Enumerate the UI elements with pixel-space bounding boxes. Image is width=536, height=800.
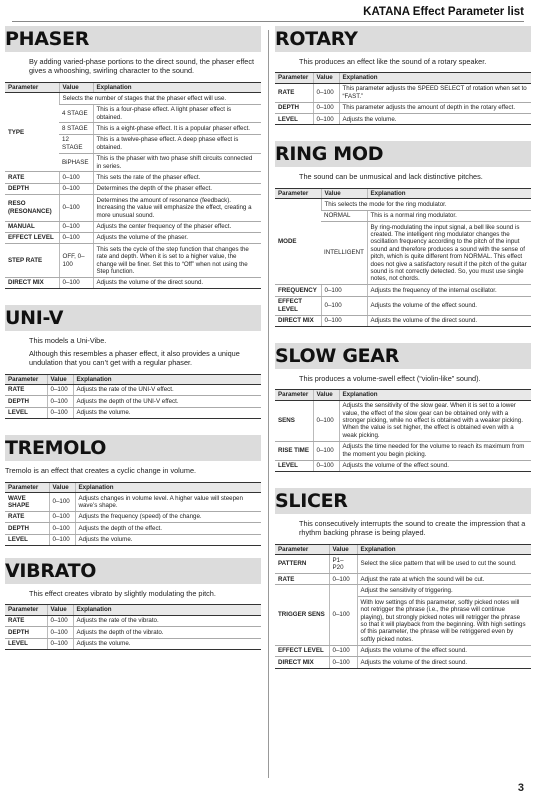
- param-explanation: Adjusts the volume of the effect sound.: [357, 645, 531, 656]
- param-name: RATE: [5, 384, 47, 395]
- param-explanation: Adjusts the depth of the UNI-V effect.: [73, 396, 261, 407]
- param-explanation: This is a normal ring modulator.: [367, 210, 531, 221]
- param-explanation: Adjusts the depth of the effect.: [75, 523, 261, 534]
- param-explanation: This is a four-phase effect. A light phaser effect is obtained.: [93, 104, 261, 123]
- param-value: 0–100: [329, 585, 357, 645]
- table-row: [5, 183, 261, 194]
- param-explanation: Adjusts the frequency of the internal oscillator.: [367, 285, 531, 296]
- section-title-tremolo: TREMOLO: [5, 437, 107, 460]
- phaser-description: By adding varied-phase portions to the direct sound, the phaser effect gives a whooshing, swirling character to the sound.: [29, 57, 254, 76]
- param-explanation: Select the slice pattern that will be used to cut the sound.: [357, 555, 531, 574]
- col-header-parameter: Parameter: [5, 374, 47, 384]
- param-explanation: Adjusts the center frequency of the phaser effect.: [93, 221, 261, 232]
- table-row: [275, 585, 531, 645]
- param-name: EFFECT LEVEL: [275, 645, 329, 656]
- param-explanation: This is a twelve-phase effect. A deep phase effect is obtained.: [93, 134, 261, 153]
- param-name: RISE TIME: [275, 441, 313, 460]
- table-row: [275, 555, 531, 574]
- col-header-parameter: Parameter: [275, 73, 313, 83]
- param-value: 0–100: [329, 574, 357, 585]
- table-row: [5, 627, 261, 638]
- param-name: DEPTH: [5, 183, 59, 194]
- col-header-parameter: Parameter: [5, 605, 47, 615]
- param-name: DEPTH: [275, 102, 313, 113]
- col-header-value: Value: [47, 605, 73, 615]
- param-value: 0–100: [313, 400, 339, 441]
- param-name: SENS: [275, 400, 313, 441]
- param-value: 8 STAGE: [59, 123, 93, 134]
- col-header-explanation: Explanation: [93, 82, 261, 92]
- section-band-univ: [5, 305, 261, 331]
- param-explanation: This sets the rate of the phaser effect.: [93, 172, 261, 183]
- param-name: LEVEL: [5, 407, 47, 418]
- col-header-value: Value: [47, 374, 73, 384]
- param-value: 0–100: [329, 645, 357, 656]
- col-header-explanation: Explanation: [339, 390, 531, 400]
- table-row: [5, 232, 261, 243]
- param-explanation: Selects the number of stages that the phaser effect will use.: [59, 93, 261, 104]
- param-value: 0–100: [313, 102, 339, 113]
- param-value: 0–100: [59, 183, 93, 194]
- param-explanation: Adjusts the volume.: [73, 638, 261, 649]
- section-title-rotary: ROTARY: [275, 28, 358, 50]
- param-name: TYPE: [5, 93, 59, 172]
- param-name: LEVEL: [275, 114, 313, 125]
- section-band-slicer: [275, 488, 531, 514]
- param-value: 0–100: [49, 493, 75, 512]
- param-value: 4 STAGE: [59, 104, 93, 123]
- col-header-parameter: Parameter: [5, 482, 49, 492]
- col-header-explanation: Explanation: [357, 544, 531, 554]
- table-header-row: [275, 390, 531, 400]
- table-row: [275, 114, 531, 125]
- param-explanation: Adjusts the sensitivity of the slow gear. When it is set to a lower value, the effect of the slow gear can be obtained only with a stronger picking, while no effect is obtained with a weaker picking. When the value is set higher, the effect is obtained even with a weak picking.: [339, 400, 531, 441]
- slowgear-description: This produces a volume-swell effect (“violin-like” sound).: [299, 373, 481, 383]
- col-header-parameter: Parameter: [275, 390, 313, 400]
- section-band-ringmod: [275, 141, 531, 167]
- param-value: 0–100: [49, 534, 75, 545]
- table-row: [275, 285, 531, 296]
- tremolo-table: [5, 482, 261, 546]
- param-value: 12 STAGE: [59, 134, 93, 153]
- section-band-rotary: [275, 26, 531, 52]
- param-explanation: Adjusts the frequency (speed) of the change.: [75, 511, 261, 522]
- param-explanation: Adjusts the volume of the phaser.: [93, 232, 261, 243]
- param-value: 0–100: [321, 285, 367, 296]
- table-row: [5, 511, 261, 522]
- param-name: DIRECT MIX: [275, 315, 321, 326]
- param-name: PATTERN: [275, 555, 329, 574]
- param-name: MODE: [275, 199, 321, 285]
- col-header-value: Value: [329, 544, 357, 554]
- param-value: 0–100: [47, 638, 73, 649]
- param-name: RATE: [5, 172, 59, 183]
- section-title-ringmod: RING MOD: [275, 143, 384, 166]
- table-row: [275, 400, 531, 441]
- col-header-parameter: Parameter: [275, 544, 329, 554]
- param-value: 0–100: [321, 315, 367, 326]
- univ-table: [5, 374, 261, 420]
- param-explanation: Determines the depth of the phaser effect.: [93, 183, 261, 194]
- col-header-value: Value: [321, 188, 367, 198]
- param-explanation: Adjusts changes in volume level. A higher value will steepen wave’s shape.: [75, 493, 261, 512]
- ringmod-table: [275, 188, 531, 327]
- param-value: OFF, 0–100: [59, 244, 93, 278]
- param-name: RATE: [275, 574, 329, 585]
- table-row: [275, 574, 531, 585]
- param-name: RATE: [275, 83, 313, 102]
- vibrato-table: [5, 604, 261, 650]
- param-name: RESO (RESONANCE): [5, 195, 59, 221]
- section-title-phaser: PHASER: [5, 28, 90, 50]
- param-explanation: Adjusts the volume of the direct sound.: [357, 657, 531, 668]
- col-header-explanation: Explanation: [73, 605, 261, 615]
- param-explanation: Adjusts the volume of the effect sound.: [339, 460, 531, 471]
- param-explanation: Adjusts the time needed for the volume to reach its maximum from the moment you begin picking.: [339, 441, 531, 460]
- table-row: [5, 195, 261, 221]
- header-rule: [12, 21, 524, 22]
- param-value: 0–100: [329, 657, 357, 668]
- param-name: TRIGGER SENS: [275, 585, 329, 645]
- param-explanation: Adjust the rate at which the sound will be cut.: [357, 574, 531, 585]
- param-name: DEPTH: [5, 523, 49, 534]
- param-explanation: Adjusts the rate of the vibrato.: [73, 615, 261, 626]
- table-row: [5, 638, 261, 649]
- param-name: MANUAL: [5, 221, 59, 232]
- table-header-row: [5, 482, 261, 492]
- param-explanation: Determines the amount of resonance (feedback). Increasing the value will emphasize the effect, creating a more unusual sound.: [93, 195, 261, 221]
- trigger-explanation-line1: Adjust the sensitivity of triggering.: [358, 587, 532, 597]
- page-header-title: KATANA Effect Parameter list: [363, 6, 524, 18]
- rotary-table: [275, 72, 531, 125]
- param-explanation: Adjusts the depth of the vibrato.: [73, 627, 261, 638]
- param-value: 0–100: [59, 277, 93, 288]
- section-band-tremolo: [5, 435, 261, 461]
- col-header-explanation: Explanation: [339, 73, 531, 83]
- section-title-slowgear: SLOW GEAR: [275, 344, 400, 367]
- param-value: 0–100: [313, 460, 339, 471]
- table-header-row: [275, 73, 531, 83]
- param-value: 0–100: [313, 114, 339, 125]
- table-row: [5, 244, 261, 278]
- table-row: [275, 199, 531, 210]
- param-name: RATE: [5, 511, 49, 522]
- rotary-description: This produces an effect like the sound of a rotary speaker.: [299, 57, 487, 66]
- right-column: [275, 26, 531, 675]
- param-name: DEPTH: [5, 396, 47, 407]
- table-row: [275, 657, 531, 668]
- table-row: [275, 102, 531, 113]
- table-header-row: [5, 374, 261, 384]
- param-explanation: This selects the mode for the ring modulator.: [321, 199, 531, 210]
- param-explanation: By ring-modulating the input signal, a bell like sound is created. The intelligent ring modulator changes the oscillation frequency according to the pitch of the input sound and therefore produces a sound with the sense of pitch, which is quite different from NORMAL. This effect does not give a satisfactory result if the pitch of the guitar sound is not correctly detected. So, you must use single notes, not chords.: [367, 222, 531, 285]
- univ-description-line2: Although this resembles a phaser effect, it also provides a unique undulation that you can’t get with a regular phaser.: [29, 348, 240, 368]
- col-header-explanation: Explanation: [367, 188, 531, 198]
- param-name: DEPTH: [5, 627, 47, 638]
- section-title-univ: UNI-V: [5, 307, 64, 330]
- param-name: LEVEL: [275, 460, 313, 471]
- section-band-vibrato: [5, 558, 261, 584]
- param-name: LEVEL: [5, 638, 47, 649]
- param-explanation: Adjusts the volume of the direct sound.: [93, 277, 261, 288]
- table-row: [275, 315, 531, 326]
- table-row: [5, 396, 261, 407]
- table-header-row: [275, 188, 531, 198]
- param-name: DIRECT MIX: [275, 657, 329, 668]
- slowgear-table: [275, 389, 531, 472]
- table-row: [5, 93, 261, 104]
- section-title-vibrato: VIBRATO: [5, 560, 97, 583]
- param-explanation: Adjusts the volume of the direct sound.: [367, 315, 531, 326]
- table-header-row: [5, 82, 261, 92]
- param-name: RATE: [5, 615, 47, 626]
- table-row: [5, 221, 261, 232]
- param-explanation: Adjusts the volume.: [73, 407, 261, 418]
- param-value: 0–100: [47, 384, 73, 395]
- tremolo-description: Tremolo is an effect that creates a cyclic change in volume.: [5, 466, 197, 476]
- param-explanation: Adjusts the volume.: [75, 534, 261, 545]
- table-row: [5, 534, 261, 545]
- section-band-phaser: [5, 26, 261, 52]
- col-header-parameter: Parameter: [275, 188, 321, 198]
- param-value: 0–100: [59, 172, 93, 183]
- phaser-table: [5, 82, 261, 290]
- col-header-explanation: Explanation: [75, 482, 261, 492]
- param-value: INTELLIGENT: [321, 222, 367, 285]
- param-explanation: This parameter adjusts the amount of depth in the rotary effect.: [339, 102, 531, 113]
- param-name: FREQUENCY: [275, 285, 321, 296]
- param-value: 0–100: [59, 221, 93, 232]
- table-header-row: [275, 544, 531, 554]
- table-row: [275, 441, 531, 460]
- trigger-explanation-line2: With low settings of this parameter, softly picked notes will not retrigger the phrase (i.e., the phrase will continue playing), but strongly picked notes will retrigger the phrase so that it will playback from the beginning. With high settings of this parameter, the phrase will be retriggered even by softly picked notes.: [360, 598, 526, 643]
- col-header-value: Value: [313, 73, 339, 83]
- col-header-parameter: Parameter: [5, 82, 59, 92]
- slicer-table: [275, 544, 531, 669]
- col-header-value: Value: [49, 482, 75, 492]
- param-name: STEP RATE: [5, 244, 59, 278]
- col-header-explanation: Explanation: [73, 374, 261, 384]
- param-value: 0–100: [47, 407, 73, 418]
- param-value: 0–100: [47, 396, 73, 407]
- param-explanation: Adjusts the rate of the UNI-V effect.: [73, 384, 261, 395]
- table-row: [5, 172, 261, 183]
- param-name: WAVE SHAPE: [5, 493, 49, 512]
- table-row: [5, 384, 261, 395]
- param-explanation: Adjusts the volume.: [339, 114, 531, 125]
- param-value: NORMAL: [321, 210, 367, 221]
- table-row: [5, 615, 261, 626]
- table-row: [5, 277, 261, 288]
- param-value: P1–P20: [329, 555, 357, 574]
- param-value: 0–100: [313, 83, 339, 102]
- univ-description: [5, 336, 261, 367]
- table-row: [275, 460, 531, 471]
- param-name: DIRECT MIX: [5, 277, 59, 288]
- table-row: [5, 523, 261, 534]
- col-header-value: Value: [313, 390, 339, 400]
- table-row: [5, 407, 261, 418]
- param-value: 0–100: [59, 232, 93, 243]
- table-row: [275, 645, 531, 656]
- param-explanation: This is a eight-phase effect. It is a popular phaser effect.: [93, 123, 261, 134]
- table-row: [275, 296, 531, 315]
- column-divider: [268, 30, 269, 778]
- param-name: EFFECT LEVEL: [275, 296, 321, 315]
- param-value: 0–100: [49, 523, 75, 534]
- param-value: 0–100: [313, 441, 339, 460]
- param-explanation: This is the phaser with two phase shift circuits connected in series.: [93, 153, 261, 172]
- param-value: 0–100: [49, 511, 75, 522]
- ringmod-description: The sound can be unmusical and lack distinctive pitches.: [299, 172, 483, 182]
- param-explanation: This sets the cycle of the step function that changes the rate and depth. When it is set to a higher value, the change will be finer. Set this to “Off” when not using the Step function.: [93, 244, 261, 278]
- left-column: [5, 26, 261, 656]
- table-header-row: [5, 605, 261, 615]
- section-title-slicer: SLICER: [275, 490, 348, 512]
- univ-description-line1: This models a Uni-Vibe.: [29, 336, 107, 346]
- param-name: EFFECT LEVEL: [5, 232, 59, 243]
- param-explanation: [357, 585, 531, 645]
- table-row: [275, 83, 531, 102]
- section-band-slowgear: [275, 343, 531, 369]
- col-header-value: Value: [59, 82, 93, 92]
- param-value: 0–100: [59, 195, 93, 221]
- param-explanation: This parameter adjusts the SPEED SELECT of rotation when set to “FAST.”: [339, 83, 531, 102]
- param-value: 0–100: [47, 615, 73, 626]
- table-row: [5, 493, 261, 512]
- param-value: 0–100: [47, 627, 73, 638]
- param-name: LEVEL: [5, 534, 49, 545]
- param-explanation: Adjusts the volume of the effect sound.: [367, 296, 531, 315]
- slicer-description: This consecutively interrupts the sound to create the impression that a rhythm backing phrase is being played.: [299, 519, 526, 538]
- param-value: 0–100: [321, 296, 367, 315]
- vibrato-description: This effect creates vibrato by slightly modulating the pitch.: [29, 589, 216, 599]
- param-value: BiPHASE: [59, 153, 93, 172]
- page-number: 3: [517, 782, 524, 794]
